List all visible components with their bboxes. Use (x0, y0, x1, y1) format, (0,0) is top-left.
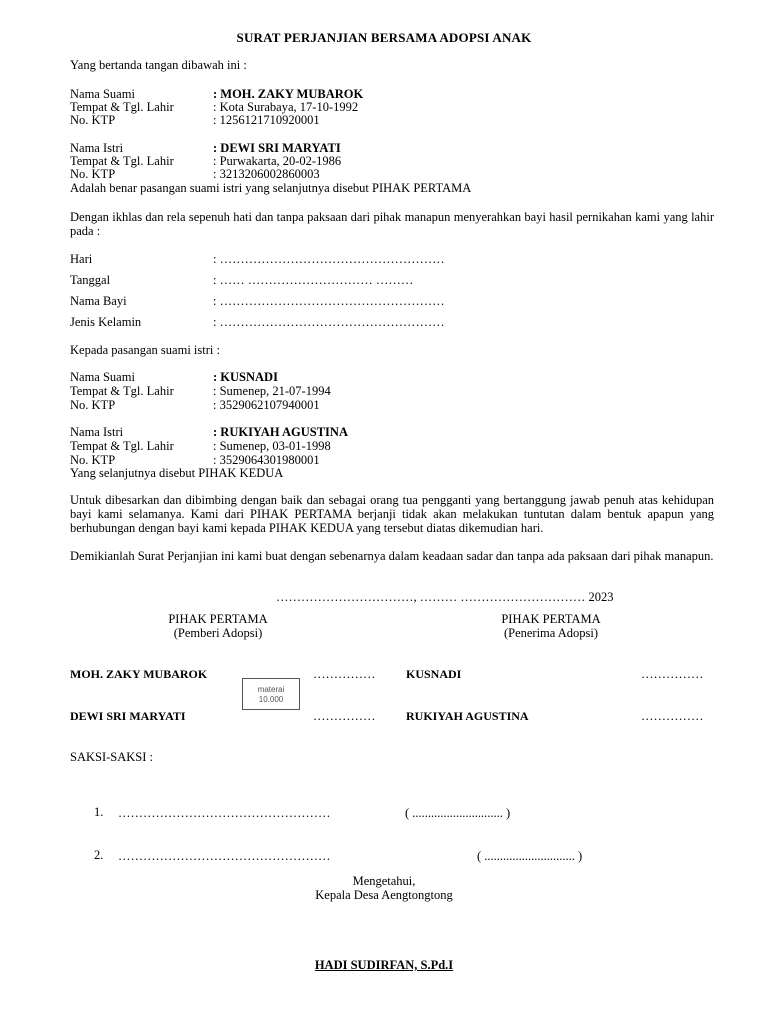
label-ktp-suami-2: No. KTP (70, 398, 116, 412)
document-title: SURAT PERJANJIAN BERSAMA ADOPSI ANAK (236, 30, 532, 45)
label-nama-bayi: Nama Bayi (70, 294, 127, 308)
saksi-name-line-2: …………………………………………… (118, 849, 331, 863)
label-ttl-suami-1: Tempat & Tgl. Lahir (70, 100, 174, 114)
value-hari: : ……………………………………………… (213, 252, 445, 266)
label-nama-suami-2: Nama Suami (70, 370, 135, 384)
value-ttl-suami-2: : Sumenep, 21-07-1994 (213, 384, 331, 398)
value-ktp-suami-2: : 3529062107940001 (213, 398, 320, 412)
sign-right-sub: (Penerima Adopsi) (503, 626, 599, 640)
label-ttl-suami-2: Tempat & Tgl. Lahir (70, 384, 174, 398)
saksi-heading: SAKSI-SAKSI : (70, 750, 154, 764)
label-ttl-istri-2: Tempat & Tgl. Lahir (70, 439, 174, 453)
saksi-paren-2: ( ............................. ) (477, 849, 583, 863)
label-tanggal: Tanggal (70, 273, 111, 287)
value-ttl-istri-1: : Purwakarta, 20-02-1986 (213, 154, 342, 168)
sign-left-dots-1: …………… (313, 667, 376, 681)
kepada-text: Kepada pasangan suami istri : (70, 343, 220, 357)
value-ktp-istri-2: : 3529064301980001 (213, 453, 320, 467)
kepala-desa-name: HADI SUDIRFAN, S.Pd.I (314, 958, 454, 972)
value-ktp-istri-1: : 3213206002860003 (213, 167, 320, 181)
value-ttl-istri-2: : Sumenep, 03-01-1998 (213, 439, 331, 453)
saksi-number-2: 2. (94, 848, 104, 862)
label-jenis-kelamin: Jenis Kelamin (70, 315, 142, 329)
sign-left-title: PIHAK PERTAMA (168, 612, 268, 626)
para-demikian: Demikianlah Surat Perjanjian ini kami buat dengan sebenarnya dalam keadaan sadar dan tanpa ada paksaan dari pihak manapun. (70, 549, 714, 563)
kepala-desa-label: Kepala Desa Aengtongtong (315, 888, 453, 902)
label-nama-istri-2: Nama Istri (70, 425, 124, 439)
pihak-kedua-closing: Yang selanjutnya disebut PIHAK KEDUA (70, 466, 284, 480)
materai-label: materai (257, 685, 285, 694)
value-nama-istri-2: : RUKIYAH AGUSTINA (213, 425, 348, 439)
intro-text: Yang bertanda tangan dibawah ini : (70, 58, 247, 72)
saksi-name-line-1: …………………………………………… (118, 806, 331, 820)
value-nama-istri-1: : DEWI SRI MARYATI (213, 141, 341, 155)
sign-right-title: PIHAK PERTAMA (501, 612, 601, 626)
sign-right-dots-1: …………… (641, 667, 704, 681)
label-ttl-istri-1: Tempat & Tgl. Lahir (70, 154, 174, 168)
materai-value: 10.000 (258, 695, 284, 704)
para-untuk: Untuk dibesarkan dan dibimbing dengan baik dan sebagai orang tua pengganti yang bertanggung jawab penuh atas kehidupan bayi kami selamanya. Kami dari PIHAK PERTAMA berjanji tidak akan melakukan tuntutan dalam bentuk apapun yang berhubungan dengan bayi kami kepada PIHAK KEDUA yang tersebut diatas dikemudian hari. (70, 493, 714, 535)
materai-stamp-box (242, 678, 300, 710)
sign-left-dots-2: …………… (313, 709, 376, 723)
sign-right-dots-2: …………… (641, 709, 704, 723)
value-jenis-kelamin: : ……………………………………………… (213, 315, 445, 329)
saksi-number-1: 1. (94, 805, 104, 819)
value-tanggal: : …… ………………………… ……… (213, 273, 414, 287)
value-nama-bayi: : ……………………………………………… (213, 294, 445, 308)
label-nama-istri-1: Nama Istri (70, 141, 124, 155)
value-nama-suami-2: : KUSNADI (213, 370, 278, 384)
saksi-paren-1: ( ............................. ) (405, 806, 511, 820)
label-nama-suami-1: Nama Suami (70, 87, 135, 101)
sign-left-name-1: MOH. ZAKY MUBAROK (70, 667, 208, 681)
label-hari: Hari (70, 252, 93, 266)
baby-paragraph: Dengan ikhlas dan rela sepenuh hati dan tanpa paksaan dari pihak manapun menyerahkan bayi hasil pernikahan kami yang lahir pada : (70, 210, 714, 238)
sign-right-name-2: RUKIYAH AGUSTINA (406, 709, 529, 723)
sign-left-name-2: DEWI SRI MARYATI (70, 709, 186, 723)
value-nama-suami-1: : MOH. ZAKY MUBAROK (213, 87, 364, 101)
value-ttl-suami-1: : Kota Surabaya, 17-10-1992 (213, 100, 359, 114)
sign-right-name-1: KUSNADI (406, 667, 462, 681)
value-ktp-suami-1: : 1256121710920001 (213, 113, 320, 127)
mengetahui-label: Mengetahui, (352, 874, 416, 888)
label-ktp-suami-1: No. KTP (70, 113, 116, 127)
date-line: ……………………………, ……… ………………………… 2023 (276, 590, 614, 604)
label-ktp-istri-1: No. KTP (70, 167, 116, 181)
sign-left-sub: (Pemberi Adopsi) (173, 626, 263, 640)
label-ktp-istri-2: No. KTP (70, 453, 116, 467)
pihak-pertama-closing: Adalah benar pasangan suami istri yang selanjutnya disebut PIHAK PERTAMA (70, 181, 472, 195)
